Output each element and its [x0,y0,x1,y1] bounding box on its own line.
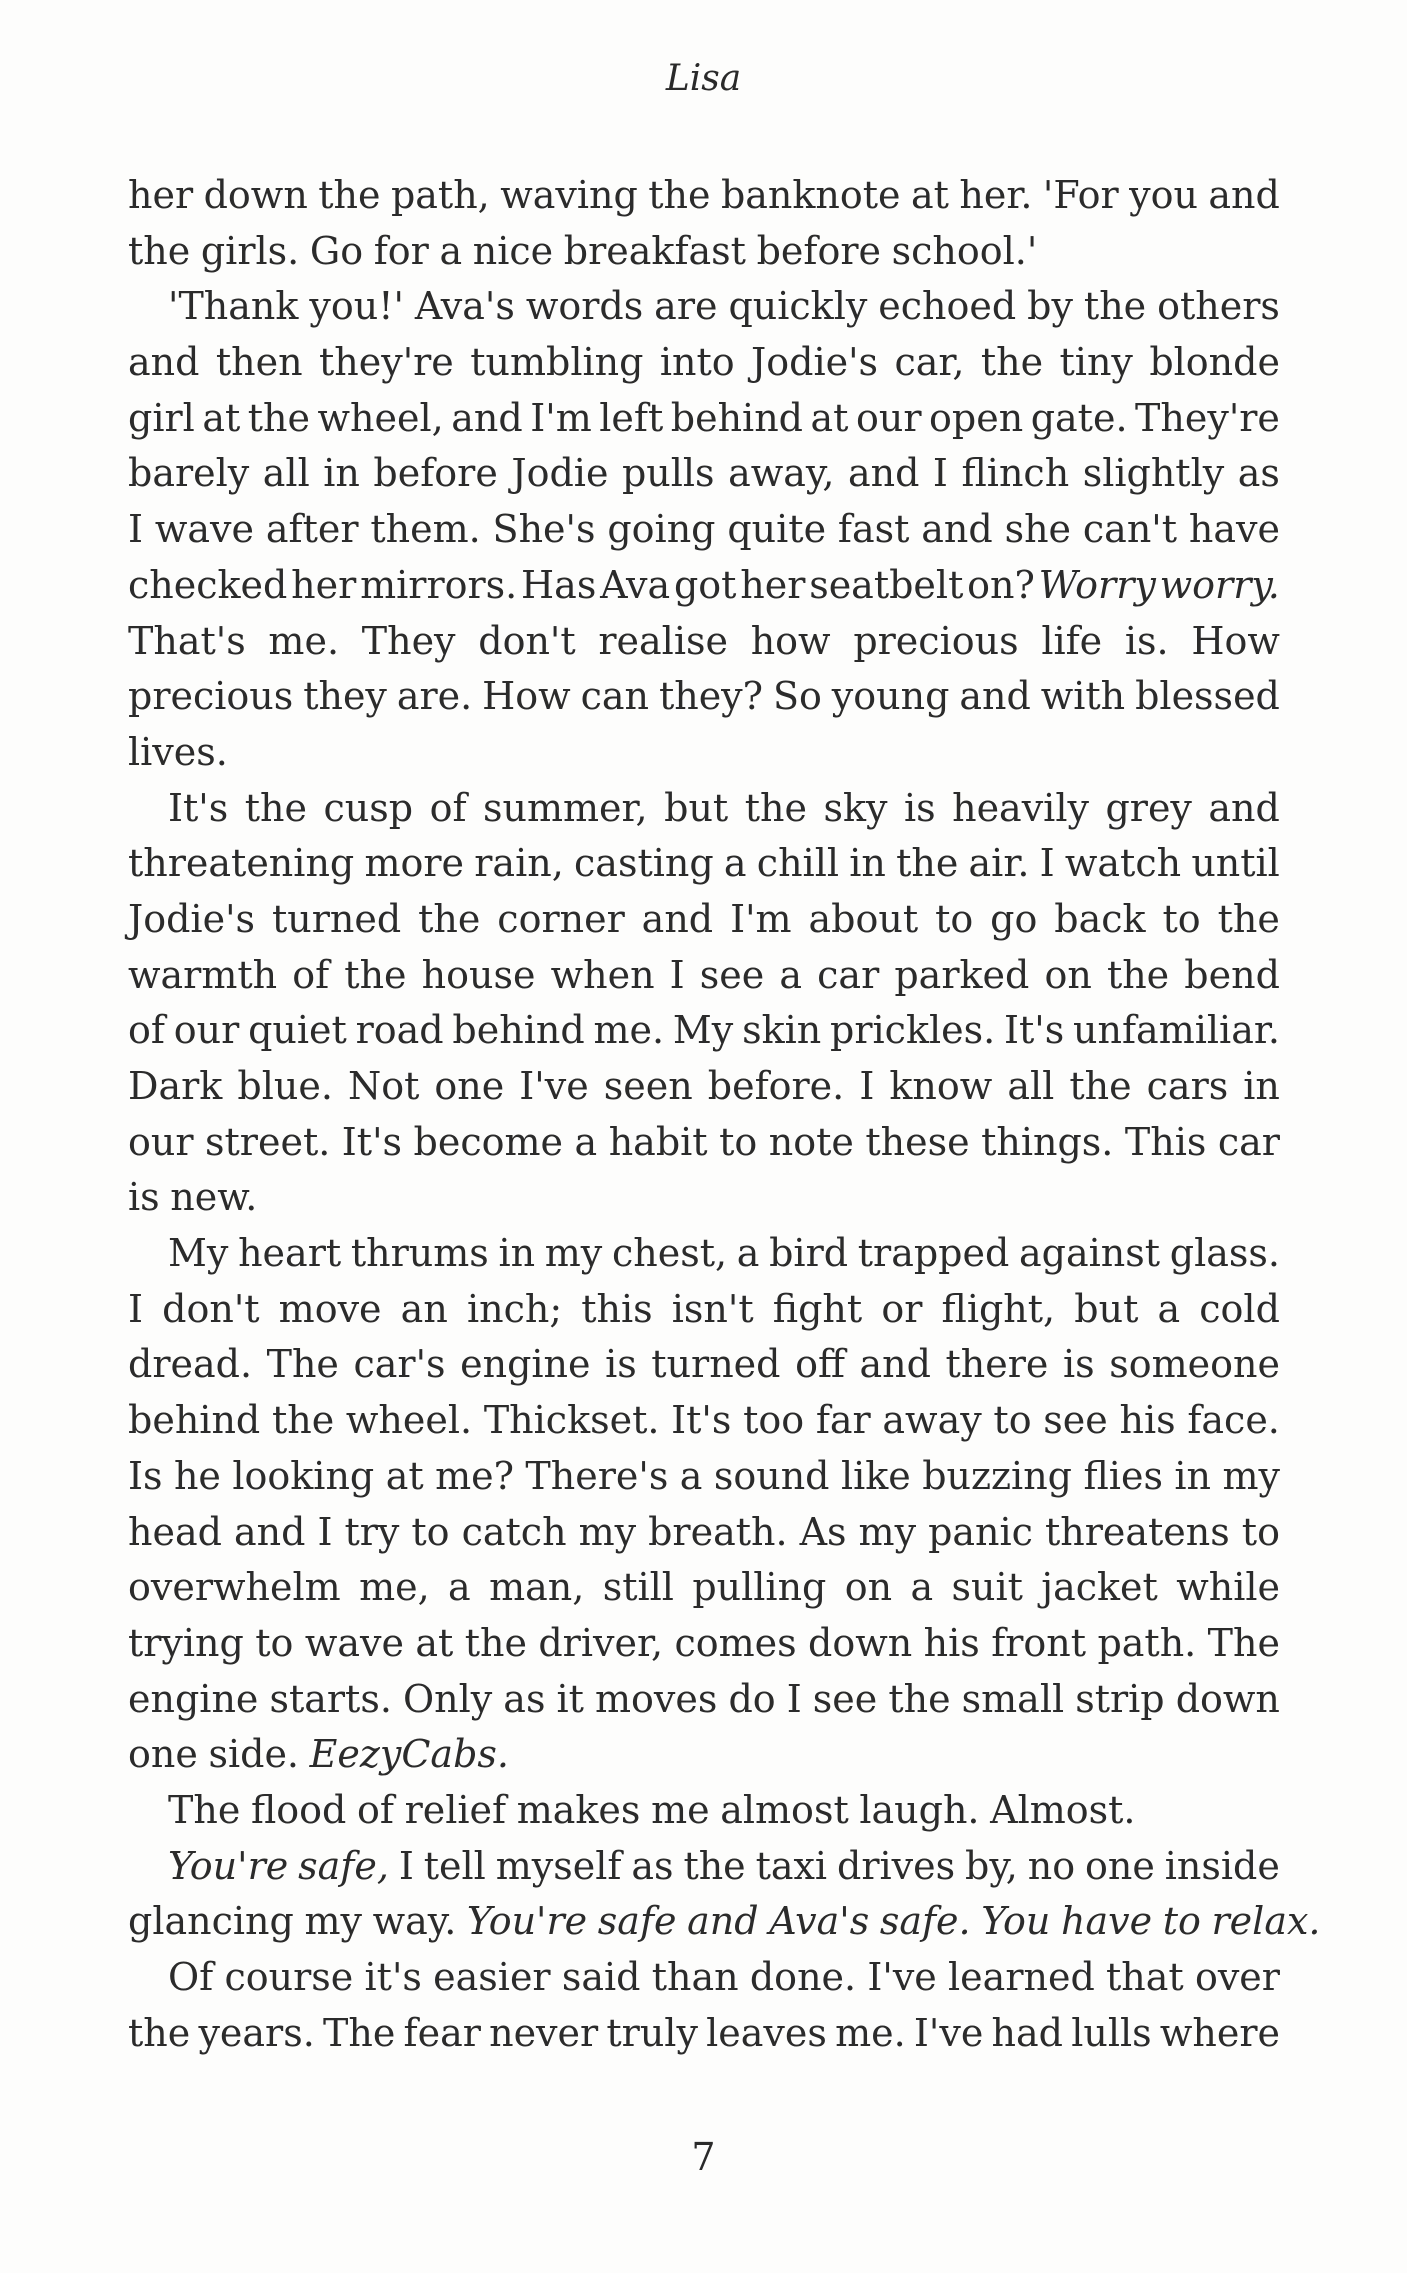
text-line: dread. The car's engine is turned off and there is someone [128,1342,1280,1387]
text-line: Dark blue. Not one I've seen before. I know all the cars in [128,1064,1280,1108]
text-line: checked her mirrors. Has Ava got her seatbelt on? Worry worry. [128,562,1280,607]
text-line: and then they're tumbling into Jodie's car, the tiny blonde [128,340,1280,385]
text-line: head and I try to catch my breath. As my panic threatens to [128,1509,1280,1554]
text-line: engine starts. Only as it moves do I see the small strip down [128,1676,1280,1721]
text-line: her down the path, waving the banknote at her. 'For you and [128,173,1280,217]
page-number: 7 [691,2135,716,2179]
text-line: is new. [128,1175,258,1220]
text-line: one side. EezyCabs. [128,1732,509,1777]
text-line: of our quiet road behind me. My skin prickles. It's unfamiliar. [128,1008,1280,1053]
text-line: That's me. They don't realise how precious life is. How [128,618,1280,663]
text-line: our street. It's become a habit to note these things. This car [128,1119,1280,1164]
text-line: warmth of the house when I see a car parked on the bend [128,952,1280,997]
text-line: the years. The fear never truly leaves me. I've had lulls where [128,2010,1280,2055]
text-line: It's the cusp of summer, but the sky is heavily grey and [168,785,1280,830]
text-line: behind the wheel. Thickset. It's too far away to see his face. [128,1398,1280,1443]
text-line: threatening more rain, casting a chill in the air. I watch until [128,841,1280,886]
text-line: Of course it's easier said than done. I've learned that over [168,1955,1280,1999]
text-line: trying to wave at the driver, comes down his front path. The [128,1620,1280,1665]
text-line: barely all in before Jodie pulls away, and I flinch slightly as [128,451,1280,496]
text-line: My heart thrums in my chest, a bird trapped against glass. [168,1231,1280,1276]
text-line: girl at the wheel, and I'm left behind at our open gate. They're [128,395,1280,440]
text-line: You're safe, I tell myself as the taxi drives by, no one inside [168,1843,1280,1888]
text-line: I wave after them. She's going quite fast and she can't have [128,507,1280,552]
text-line: Is he looking at me? There's a sound like buzzing flies in my [128,1453,1280,1498]
running-head: Lisa [665,58,742,99]
text-line: The flood of relief makes me almost laugh. Almost. [168,1787,1136,1832]
text-line: glancing my way. You're safe and Ava's safe. You have to relax. [128,1899,1321,1944]
text-line: lives. [128,729,228,774]
body-text [128,168,1321,2061]
text-line: precious they are. How can they? So young and with blessed [128,674,1280,719]
text-line: the girls. Go for a nice breakfast before school.' [128,228,1038,273]
text-line: 'Thank you!' Ava's words are quickly echoed by the others [168,284,1280,329]
text-line: overwhelm me, a man, still pulling on a suit jacket while [128,1565,1280,1610]
text-line: I don't move an inch; this isn't fight or flight, but a cold [128,1286,1280,1331]
text-line: Jodie's turned the corner and I'm about to go back to the [128,896,1280,941]
